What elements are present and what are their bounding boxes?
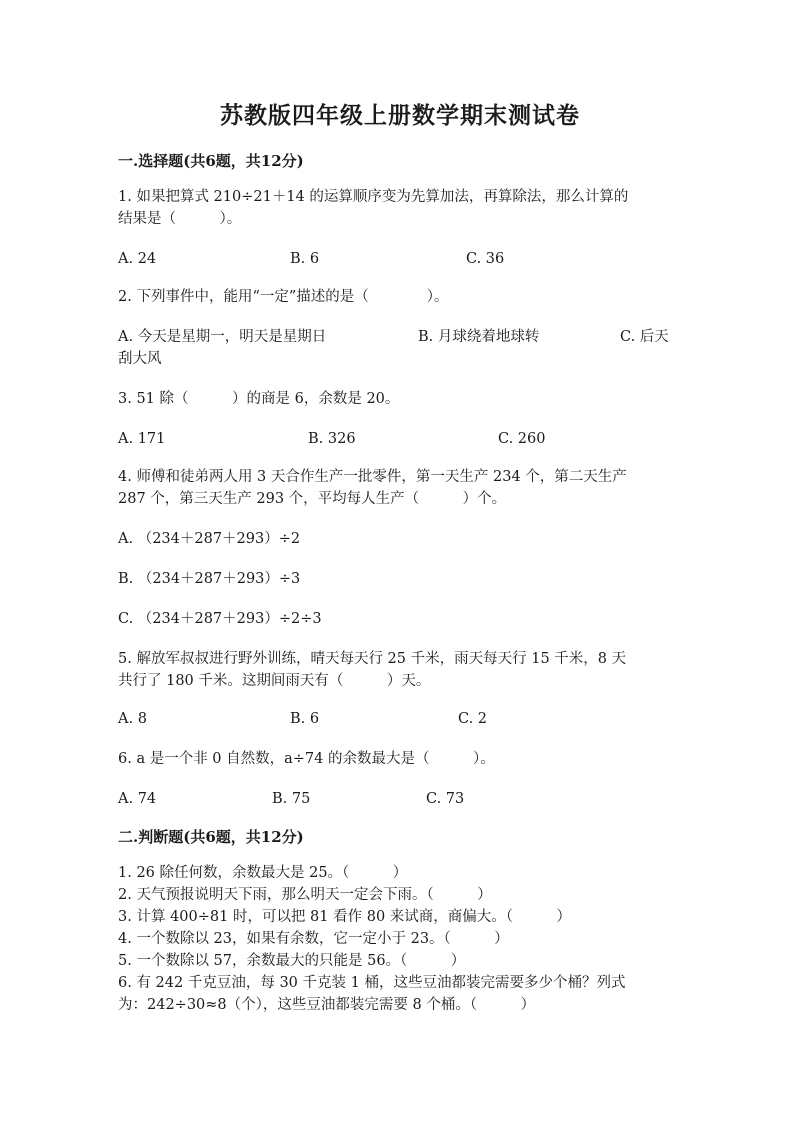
question-3-option-b: B. 326 bbox=[308, 431, 356, 447]
judge-item: 5. 一个数除以 57，余数最大的只能是 56。（ ） bbox=[118, 953, 466, 969]
question-2-option-a: A. 今天是星期一，明天是星期日 bbox=[118, 329, 327, 345]
question-6-option-c: C. 73 bbox=[426, 791, 465, 807]
question-5-option-a: A. 8 bbox=[118, 711, 147, 727]
judge-item: 4. 一个数除以 23，如果有余数，它一定小于 23。（ ） bbox=[118, 931, 509, 947]
judge-item: 2. 天气预报说明天下雨，那么明天一定会下雨。（ ） bbox=[118, 887, 492, 903]
section-heading-judge: 二.判断题(共6题，共12分) bbox=[118, 828, 304, 846]
question-4-text-cont: 287 个，第三天生产 293 个，平均每人生产（ ）个。 bbox=[118, 491, 507, 507]
question-2-option-b: B. 月球绕着地球转 bbox=[418, 329, 540, 345]
question-6-option-a: A. 74 bbox=[118, 791, 157, 807]
question-3-text: 3. 51 除（ ）的商是 6，余数是 20。 bbox=[118, 391, 400, 407]
question-4-option-a: A. （234＋287＋293）÷2 bbox=[118, 531, 301, 547]
question-4-text: 4. 师傅和徒弟两人用 3 天合作生产一批零件，第一天生产 234 个，第二天生产 bbox=[118, 469, 627, 485]
judge-item: 6. 有 242 千克豆油，每 30 千克装 1 桶，这些豆油都装完需要多少个桶？列式 bbox=[118, 975, 626, 991]
question-1-option-c: C. 36 bbox=[466, 251, 505, 267]
judge-item: 1. 26 除任何数，余数最大是 25。（ ） bbox=[118, 865, 408, 881]
question-2-option-c: C. 后天 bbox=[620, 329, 669, 345]
question-5-option-b: B. 6 bbox=[290, 711, 320, 727]
section-heading-choice: 一.选择题(共6题，共12分) bbox=[118, 152, 304, 170]
question-6-option-b: B. 75 bbox=[272, 791, 311, 807]
judge-item: 3. 计算 400÷81 时，可以把 81 看作 80 来试商，商偏大。（ ） bbox=[118, 909, 572, 925]
question-3-option-a: A. 171 bbox=[118, 431, 166, 447]
question-1-option-a: A. 24 bbox=[118, 251, 157, 267]
question-1-text-cont: 结果是（ ）。 bbox=[118, 211, 242, 227]
judge-item-cont: 为：242÷30≈8（个），这些豆油都装完需要 8 个桶。（ ） bbox=[118, 997, 536, 1013]
question-5-text-cont: 共行了 180 千米。这期间雨天有（ ）天。 bbox=[118, 673, 431, 689]
question-5-option-c: C. 2 bbox=[458, 711, 488, 727]
question-5-text: 5. 解放军叔叔进行野外训练，晴天每天行 25 千米，雨天每天行 15 千米，8 天 bbox=[118, 651, 627, 667]
question-2-option-c-cont: 刮大风 bbox=[118, 351, 162, 367]
page-title: 苏教版四年级上册数学期末测试卷 bbox=[220, 102, 580, 129]
question-3-option-c: C. 260 bbox=[498, 431, 546, 447]
question-1-option-b: B. 6 bbox=[290, 251, 320, 267]
question-1-text: 1. 如果把算式 210÷21＋14 的运算顺序变为先算加法，再算除法，那么计算的 bbox=[118, 189, 629, 205]
question-4-option-b: B. （234＋287＋293）÷3 bbox=[118, 571, 301, 587]
question-6-text: 6. a 是一个非 0 自然数，a÷74 的余数最大是（ ）。 bbox=[118, 751, 495, 767]
question-4-option-c: C. （234＋287＋293）÷2÷3 bbox=[118, 611, 322, 627]
question-2-text: 2. 下列事件中，能用“一定”描述的是（ ）。 bbox=[118, 289, 449, 305]
